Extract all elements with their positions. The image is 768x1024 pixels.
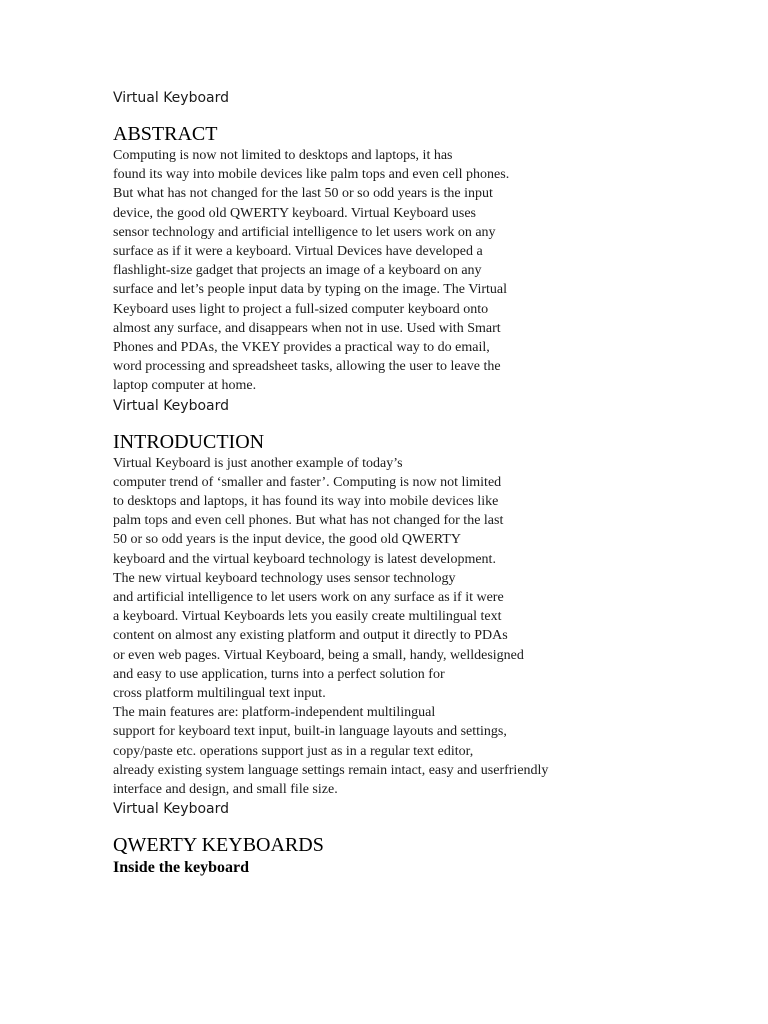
text-line: surface and let’s people input data by typing on the image. The Virtual [113, 282, 508, 298]
text-line: Virtual Keyboard is just another example of today’s [113, 455, 403, 471]
text-line: cross platform multilingual text input. [113, 686, 326, 702]
document-page [113, 88, 733, 879]
text-line: keyboard and the virtual keyboard technology is latest development. [113, 551, 496, 567]
text-line: 50 or so odd years is the input device, the good old QWERTY [113, 532, 461, 548]
text-line: But what has not changed for the last 50 or so odd years is the input [113, 186, 493, 202]
text-line: support for keyboard text input, built-in language layouts and settings, [113, 724, 507, 740]
text-line: and artificial intelligence to let users work on any surface as if it were [113, 590, 504, 606]
text-line: surface as if it were a keyboard. Virtual Devices have developed a [113, 244, 483, 260]
text-line: computer trend of ‘smaller and faster’. Computing is now not limited [113, 474, 502, 490]
text-line: and easy to use application, turns into a perfect solution for [113, 666, 445, 682]
running-header: Virtual Keyboard [113, 801, 230, 818]
text-line: almost any surface, and disappears when not in use. Used with Smart [113, 320, 501, 336]
qwerty-heading: QWERTY KEYBOARDS [113, 834, 324, 857]
abstract-heading: ABSTRACT [113, 123, 218, 145]
text-line: Computing is now not limited to desktops and laptops, it has [113, 148, 453, 163]
abstract-body [113, 146, 733, 396]
text-line: found its way into mobile devices like palm tops and even cell phones. [113, 167, 510, 183]
introduction-body [113, 454, 733, 800]
text-line: flashlight-size gadget that projects an image of a keyboard on any [113, 263, 482, 279]
text-line: word processing and spreadsheet tasks, allowing the user to leave the [113, 359, 501, 375]
text-line: copy/paste etc. operations support just as in a regular text editor, [113, 743, 474, 759]
text-line: The new virtual keyboard technology uses sensor technology [113, 570, 456, 586]
text-line: to desktops and laptops, it has found its way into mobile devices like [113, 494, 499, 510]
introduction-heading: INTRODUCTION [113, 430, 265, 453]
text-line: The main features are: platform-independent multilingual [113, 705, 436, 721]
text-line: Keyboard uses light to project a full-sized computer keyboard onto [113, 301, 489, 317]
text-line: or even web pages. Virtual Keyboard, being a small, handy, welldesigned [113, 647, 524, 663]
text-line: a keyboard. Virtual Keyboards lets you easily create multilingual text [113, 609, 502, 625]
text-line: already existing system language settings remain intact, easy and userfriendly [113, 762, 549, 778]
qwerty-subheading: Inside the keyboard [113, 859, 250, 877]
text-line: sensor technology and artificial intelligence to let users work on any [113, 224, 496, 240]
text-line: laptop computer at home. [113, 378, 257, 394]
running-header: Virtual Keyboard [113, 397, 230, 414]
text-line: content on almost any existing platform and output it directly to PDAs [113, 628, 508, 644]
text-line: device, the good old QWERTY keyboard. Virtual Keyboard uses [113, 205, 477, 221]
text-line: Phones and PDAs, the VKEY provides a practical way to do email, [113, 340, 490, 356]
running-header: Virtual Keyboard [113, 90, 230, 106]
text-line: palm tops and even cell phones. But what has not changed for the last [113, 513, 504, 529]
text-line: interface and design, and small file size. [113, 782, 338, 798]
